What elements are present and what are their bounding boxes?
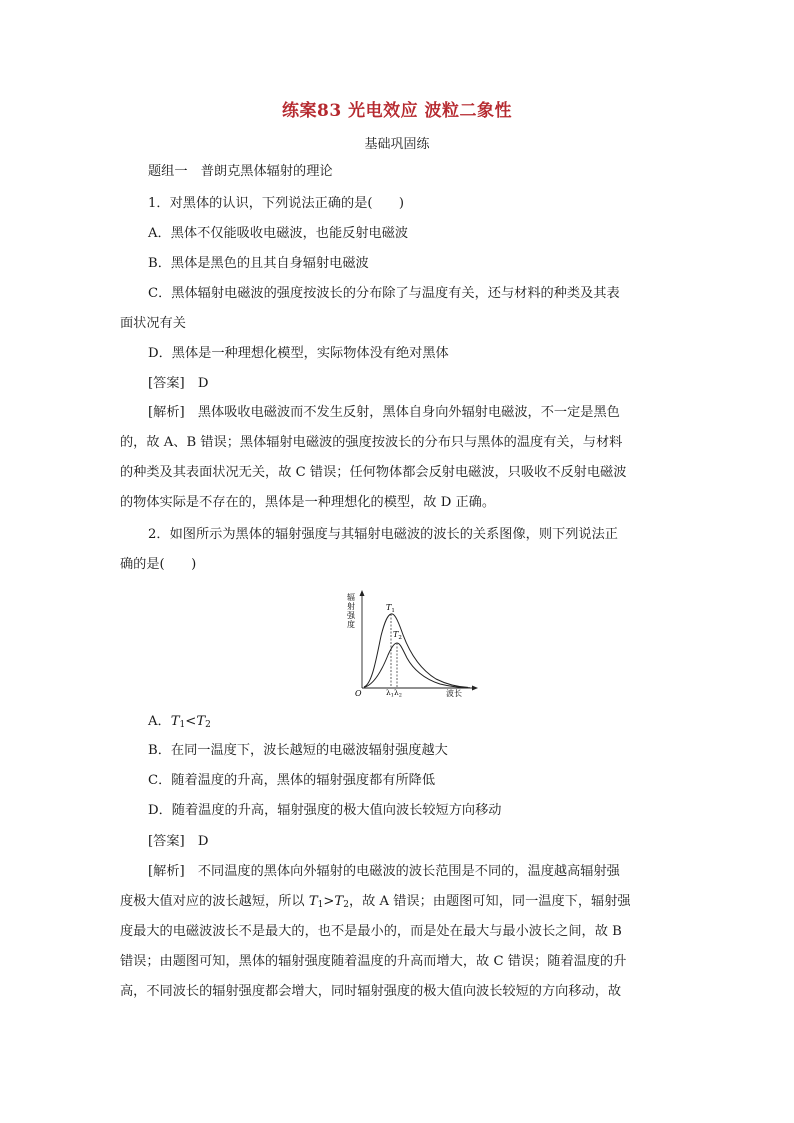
blackbody-radiation-figure: [346, 588, 478, 698]
group-label: 题组一 普朗克黑体辐射的理论: [148, 164, 333, 179]
q2-explanation-line5: 高，不同波长的辐射强度都会增大，同时辐射强度的极大值向波长较短的方向移动，故: [120, 984, 622, 999]
q2-explanation-line4: 错误；由题图可知，黑体的辐射强度随着温度的升高而增大，故 C 错误；随着温度的升: [120, 954, 627, 969]
y-axis-label-char: 度: [347, 620, 355, 629]
q1-option-c-line1: C．黑体辐射电磁波的强度按波长的分布除了与温度有关，还与材料的种类及其表: [148, 286, 620, 301]
y-axis-arrow: [360, 590, 365, 596]
q2-explanation-line1: [解析] 不同温度的黑体向外辐射的电磁波的波长范围是不同的，温度越高辐射强: [148, 864, 620, 879]
q1-option-d: D．黑体是一种理想化模型，实际物体没有绝对黑体: [148, 346, 449, 361]
q2-option-c: C．随着温度的升高，黑体的辐射强度都有所降低: [148, 773, 436, 788]
lambda2-label: $\lambda_2$: [394, 688, 402, 698]
page-title: 练案83 光电效应 波粒二象性: [282, 101, 512, 121]
q1-explanation-line4: 的物体实际是不存在的，黑体是一种理想化的模型，故 D 正确。: [120, 495, 496, 510]
q2-option-a: A．$T_1<T_2$: [148, 714, 211, 730]
q1-option-a: A．黑体不仅能吸收电磁波，也能反射电磁波: [148, 226, 409, 241]
y-axis-label-char: 射: [347, 602, 355, 611]
q1-option-c-line2: 面状况有关: [120, 316, 186, 331]
curve-t2-label: $T_2$: [393, 630, 402, 641]
section-subtitle: 基础巩固练: [364, 137, 430, 152]
curve-t2: [364, 643, 470, 688]
q2-option-b: B．在同一温度下，波长越短的电磁波辐射强度越大: [148, 743, 448, 758]
q1-explanation-line2: 的，故 A、B 错误；黑体辐射电磁波的强度按波长的分布只与黑体的温度有关，与材料: [120, 435, 623, 450]
x-axis-label: 波长: [446, 689, 462, 698]
x-axis-arrow: [472, 686, 478, 691]
q2-stem-line2: 确的是( ): [120, 557, 197, 572]
q2-stem-line1: 2．如图所示为黑体的辐射强度与其辐射电磁波的波长的关系图像，则下列说法正: [148, 527, 618, 542]
q2-explanation-line3: 度最大的电磁波波长不是最大的，也不是最小的，而是处在最大与最小波长之间，故 B: [120, 924, 622, 939]
q2-answer: [答案] D: [148, 834, 209, 849]
q2-explanation-line2: 度极大值对应的波长越短，所以 $T_1>T_2$，故 A 错误；由题图可知，同一温度下，辐射强: [120, 894, 631, 910]
origin-label: O: [355, 689, 362, 698]
curve-t1: [364, 614, 468, 688]
y-axis-label-char: 辐: [347, 593, 355, 602]
y-axis-label-char: 强: [347, 611, 355, 620]
lambda1-label: $\lambda_1$: [386, 688, 394, 698]
q1-option-b: B．黑体是黑色的且其自身辐射电磁波: [148, 256, 369, 271]
q1-answer: [答案] D: [148, 376, 209, 391]
curve-t1-label: $T_1$: [386, 603, 395, 614]
q1-explanation-line3: 的种类及其表面状况无关，故 C 错误；任何物体都会反射电磁波，只吸收不反射电磁波: [120, 465, 627, 480]
q2-option-d: D．随着温度的升高，辐射强度的极大值向波长较短方向移动: [148, 803, 502, 818]
q1-explanation-line1: [解析] 黑体吸收电磁波而不发生反射，黑体自身向外辐射电磁波，不一定是黑色: [148, 405, 620, 420]
q1-stem: 1．对黑体的认识，下列说法正确的是( ): [148, 196, 405, 211]
